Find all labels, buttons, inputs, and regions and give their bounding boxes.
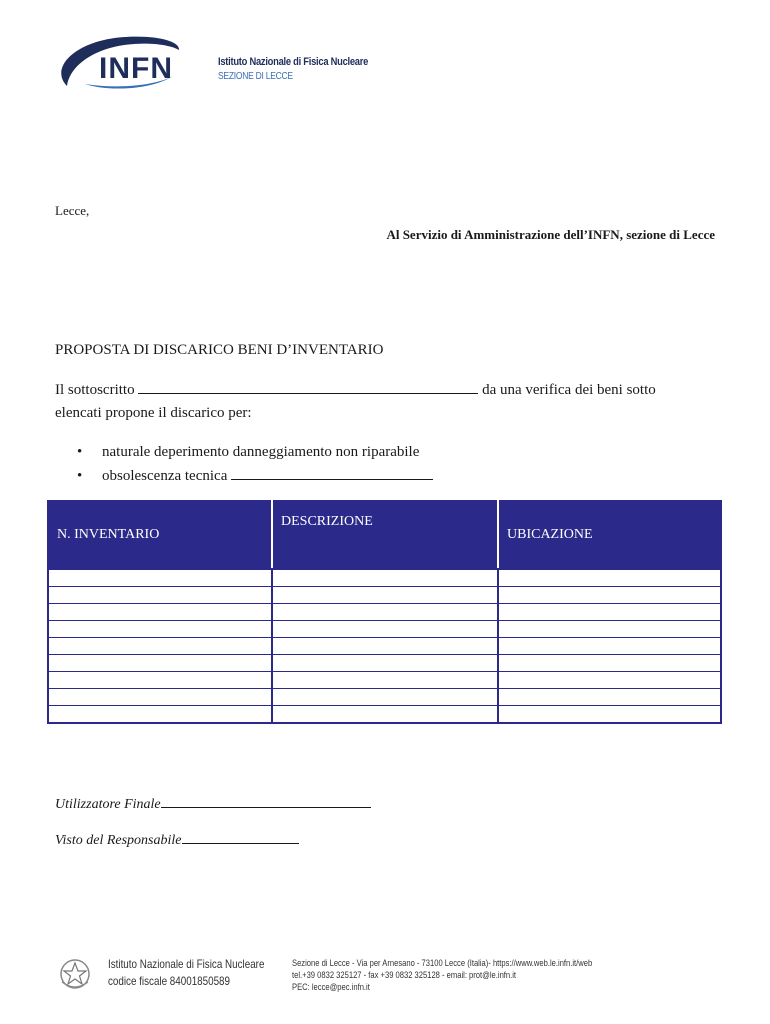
reason-label: obsolescenza tecnica <box>102 468 228 484</box>
inventory-cell[interactable] <box>48 672 272 689</box>
intro-prefix: Il sottoscritto <box>55 382 135 398</box>
table-row <box>48 672 721 689</box>
location-cell[interactable] <box>498 638 721 655</box>
reason-label: naturale deperimento danneggiamento non riparabile <box>102 444 420 460</box>
obsolescence-blank-field[interactable] <box>231 467 433 480</box>
list-item <box>55 440 433 464</box>
manager-signature-field[interactable] <box>182 831 299 844</box>
column-header-location: UBICAZIONE <box>498 501 721 569</box>
table-body <box>48 569 721 723</box>
inventory-cell[interactable] <box>48 569 272 587</box>
intro-line-1 <box>55 381 656 399</box>
description-cell[interactable] <box>272 655 498 672</box>
location-cell[interactable] <box>498 587 721 604</box>
header-institute-name: Istituto Nazionale di Fisica Nucleare <box>218 56 369 68</box>
bullet-icon: • <box>77 468 83 484</box>
intro-suffix: da una verifica dei beni sotto <box>482 382 656 398</box>
manager-label: Visto del Responsabile <box>55 833 182 848</box>
description-cell[interactable] <box>272 621 498 638</box>
header-section-name: SEZIONE DI LECCE <box>218 71 293 82</box>
description-cell[interactable] <box>272 569 498 587</box>
location-cell[interactable] <box>498 604 721 621</box>
inventory-cell[interactable] <box>48 706 272 724</box>
table-row <box>48 655 721 672</box>
reasons-list <box>55 440 433 488</box>
table-row <box>48 689 721 706</box>
manager-signature-line <box>55 831 299 849</box>
footer-pec-line: PEC: lecce@pec.infn.it <box>292 982 370 993</box>
table-row <box>48 604 721 621</box>
table-row <box>48 621 721 638</box>
table-row <box>48 569 721 587</box>
end-user-signature-line <box>55 795 371 813</box>
infn-logo <box>55 34 185 96</box>
document-title: PROPOSTA DI DISCARICO BENI D’INVENTARIO <box>55 342 384 358</box>
bullet-icon: • <box>77 444 83 460</box>
footer-institute-name: Istituto Nazionale di Fisica Nucleare <box>108 957 265 971</box>
location-cell[interactable] <box>498 621 721 638</box>
list-item <box>55 464 433 488</box>
footer-address-line: Sezione di Lecce - Via per Arnesano - 73100 Lecce (Italia)- https://www.web.le.infn.it/web <box>292 958 593 969</box>
location-cell[interactable] <box>498 672 721 689</box>
footer-contacts-line: tel.+39 0832 325127 - fax +39 0832 325128 - email: prot@le.infn.it <box>292 970 517 981</box>
column-header-inventory: N. INVENTARIO <box>48 501 272 569</box>
description-cell[interactable] <box>272 672 498 689</box>
column-header-description: DESCRIZIONE <box>272 501 498 569</box>
table-row <box>48 706 721 724</box>
inventory-cell[interactable] <box>48 587 272 604</box>
description-cell[interactable] <box>272 689 498 706</box>
table-row <box>48 587 721 604</box>
description-cell[interactable] <box>272 706 498 724</box>
name-blank-field[interactable] <box>138 381 478 394</box>
addressee: Al Servizio di Amministrazione dell’INFN, sezione di Lecce <box>386 227 715 242</box>
description-cell[interactable] <box>272 604 498 621</box>
location-cell[interactable] <box>498 569 721 587</box>
location-cell[interactable] <box>498 689 721 706</box>
inventory-table <box>47 500 722 724</box>
end-user-signature-field[interactable] <box>161 795 371 808</box>
description-cell[interactable] <box>272 638 498 655</box>
intro-line-2: elencati propone il discarico per: <box>55 405 252 421</box>
republic-emblem-icon <box>58 956 92 992</box>
table-header-row <box>48 501 721 569</box>
inventory-cell[interactable] <box>48 655 272 672</box>
location-cell[interactable] <box>498 706 721 724</box>
inventory-cell[interactable] <box>48 604 272 621</box>
inventory-cell[interactable] <box>48 689 272 706</box>
end-user-label: Utilizzatore Finale <box>55 797 161 812</box>
place-date-line: Lecce, <box>55 203 90 218</box>
description-cell[interactable] <box>272 587 498 604</box>
logo-text: INFN <box>99 52 173 85</box>
footer-tax-code: codice fiscale 84001850589 <box>108 974 231 988</box>
inventory-cell[interactable] <box>48 638 272 655</box>
table-row <box>48 638 721 655</box>
inventory-cell[interactable] <box>48 621 272 638</box>
location-cell[interactable] <box>498 655 721 672</box>
